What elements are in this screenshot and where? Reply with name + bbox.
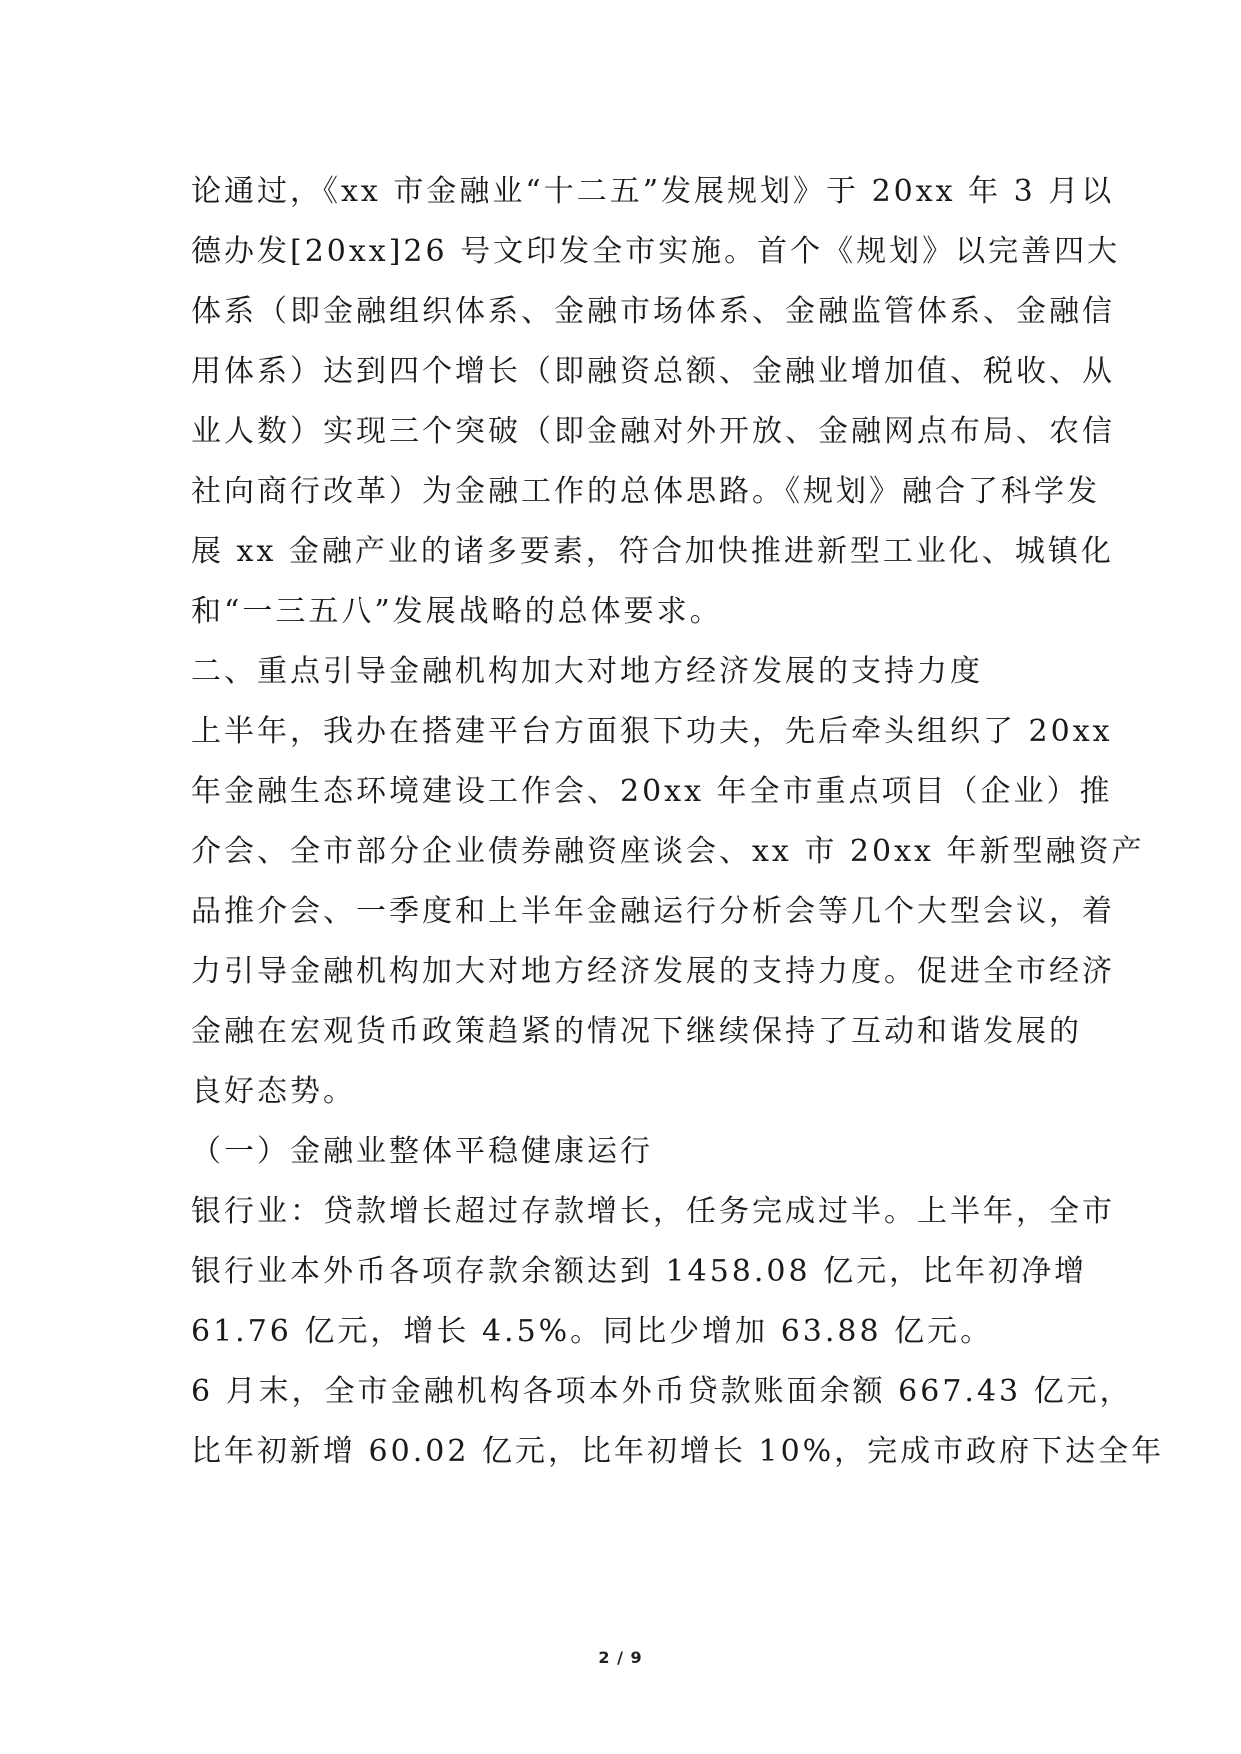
text-line: 上半年，我办在搭建平台方面狠下功夫，先后牵头组织了 20xx xyxy=(191,714,1113,749)
subsection-heading: （一）金融业整体平稳健康运行 xyxy=(191,1134,653,1169)
text-line: 德办发[20xx]26 号文印发全市实施。首个《规划》以完善四大 xyxy=(191,234,1121,269)
text-line: 年金融生态环境建设工作会、20xx 年全市重点项目（企业）推 xyxy=(191,774,1113,809)
text-line: 金融在宏观货币政策趋紧的情况下继续保持了互动和谐发展的 xyxy=(191,1014,1082,1049)
text-line: 61.76 亿元，增长 4.5%。同比少增加 63.88 亿元。 xyxy=(191,1314,994,1349)
text-line: 和“一三五八”发展战略的总体要求。 xyxy=(191,594,723,629)
text-line: 6 月末，全市金融机构各项本外币贷款账面余额 667.43 亿元， xyxy=(191,1374,1133,1409)
text-line: 论通过，《xx 市金融业“十二五”发展规划》于 20xx 年 3 月以 xyxy=(191,174,1115,209)
text-line: 介会、全市部分企业债券融资座谈会、xx 市 20xx 年新型融资产 xyxy=(191,834,1145,869)
text-line: 展 xx 金融产业的诸多要素，符合加快推进新型工业化、城镇化 xyxy=(191,534,1114,569)
text-line: 力引导金融机构加大对地方经济发展的支持力度。促进全市经济 xyxy=(191,954,1115,989)
text-line: 社向商行改革）为金融工作的总体思路。《规划》融合了科学发 xyxy=(191,474,1100,509)
text-line: 品推介会、一季度和上半年金融运行分析会等几个大型会议，着 xyxy=(191,894,1115,929)
text-line: 业人数）实现三个突破（即金融对外开放、金融网点布局、农信 xyxy=(191,414,1115,449)
text-line: 银行业本外币各项存款余额达到 1458.08 亿元，比年初净增 xyxy=(191,1254,1088,1289)
text-line: 体系（即金融组织体系、金融市场体系、金融监管体系、金融信 xyxy=(191,294,1115,329)
text-line: 用体系）达到四个增长（即融资总额、金融业增加值、税收、从 xyxy=(191,354,1115,389)
body-text xyxy=(191,162,1165,1482)
text-line: 银行业：贷款增长超过存款增长，任务完成过半。上半年，全市 xyxy=(191,1194,1115,1229)
section-heading: 二、重点引导金融机构加大对地方经济发展的支持力度 xyxy=(191,654,983,689)
page-number: 2 / 9 xyxy=(598,1648,643,1667)
text-line: 比年初新增 60.02 亿元，比年初增长 10%，完成市政府下达全年 xyxy=(191,1434,1165,1469)
text-line: 良好态势。 xyxy=(191,1074,356,1109)
